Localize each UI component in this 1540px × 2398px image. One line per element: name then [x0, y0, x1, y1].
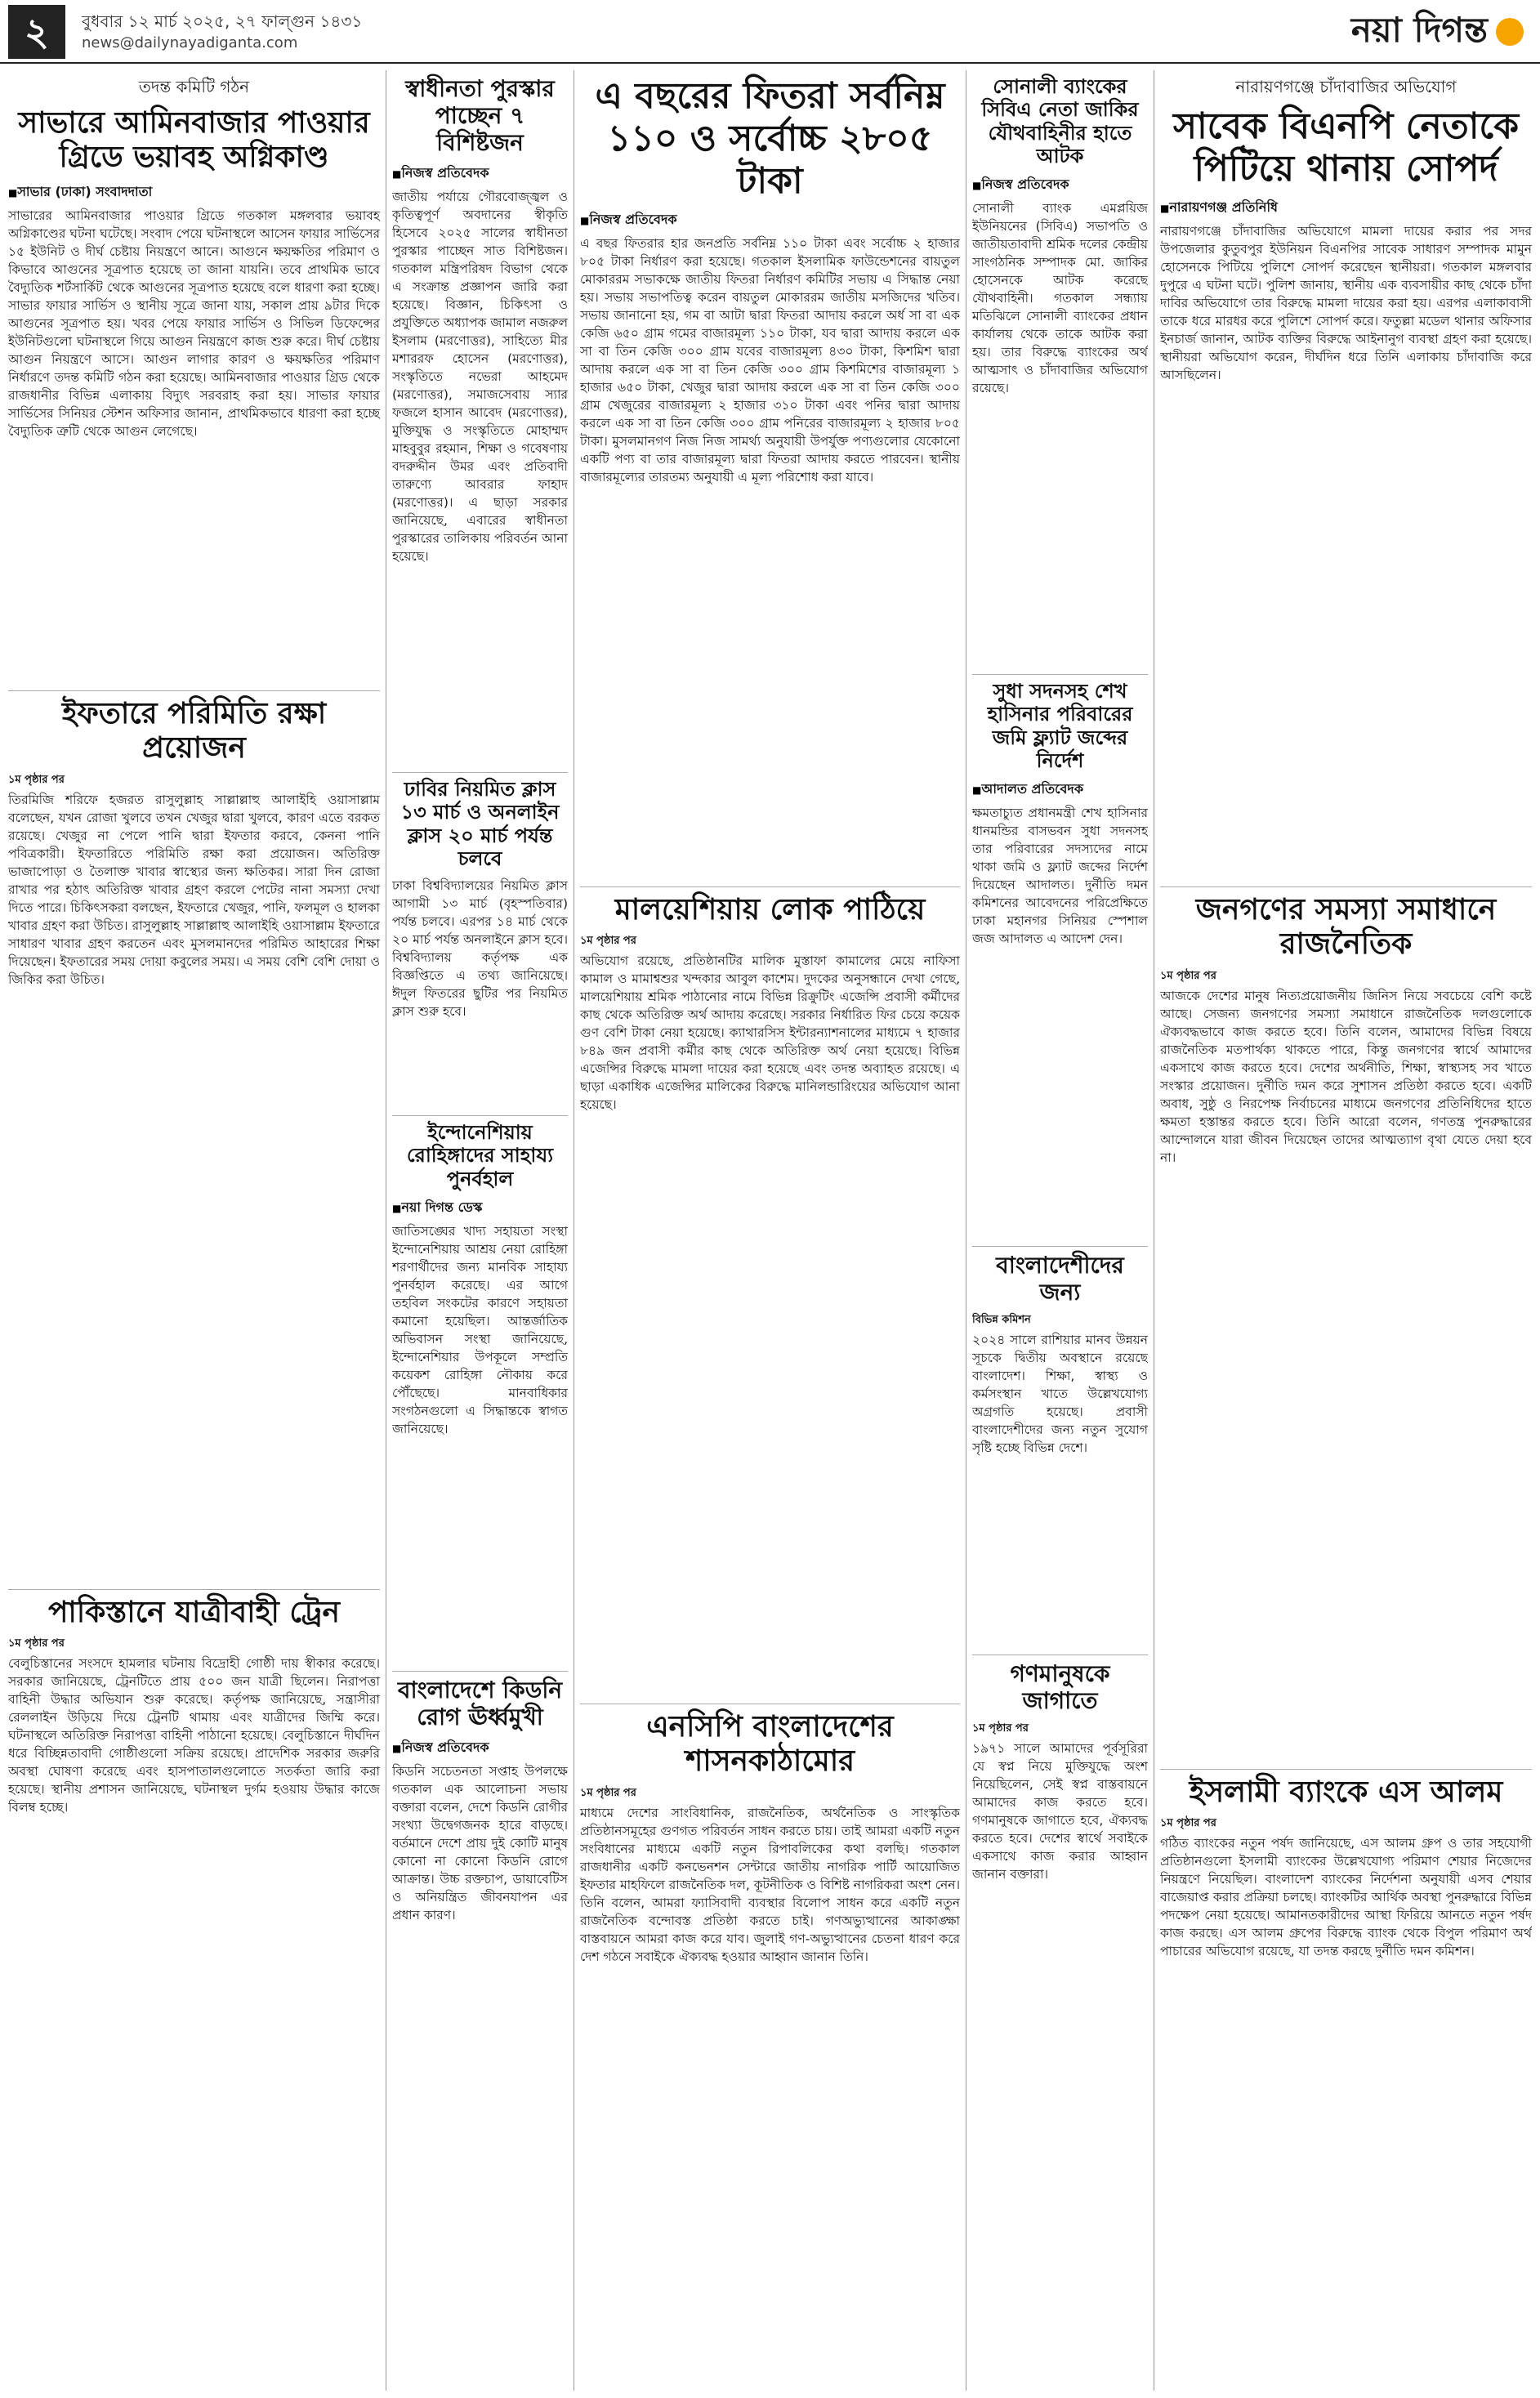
story-people-problems[interactable] [1160, 887, 1532, 1770]
story-body: নারায়ণগঞ্জে চাঁদাবাজির অভিযোগে মামলা দায়ের করার পর সদর উপজেলার কুতুবপুর ইউনিয়ন বিএনপির সাবেক সাধারণ সম্পাদক মামুন হোসেনকে পিটিয়ে পুলিশে সোপর্দ করেছেন স্থানীয়রা। গতকাল মঙ্গলবার দুপুরে এ ঘটনা ঘটে। পুলিশ জানায়, স্থানীয় এক ব্যবসায়ীর কাছ থেকে চাঁদা দাবির অভিযোগে তার বিরুদ্ধে মামলা দায়ের করা হয়। এরপর এলাকাবাসী তাকে ধরে মারধর করে পুলিশে সোপর্দ করে। ফতুল্লা মডেল থানার অফিসার ইনচার্জ জানান, আটক ব্যক্তির বিরুদ্ধে আইনানুগ ব্যবস্থা গ্রহণ করা হয়েছে। স্থানীয়রা অভিযোগ করেন, দীর্ঘদিন ধরে তিনি এলাকায় চাঁদাবাজি করে আসছিলেন। [1160, 223, 1532, 382]
continued-from: ১ম পৃষ্ঠার পর [1160, 1817, 1216, 1830]
story-headline[interactable]: সুধা সদনসহ শেখ হাসিনার পরিবারের জমি ফ্ল্যাট জব্দের নির্দেশ [987, 679, 1133, 772]
story-headline[interactable]: স্বাধীনতা পুরস্কার পাচ্ছেন ৭ বিশিষ্টজন [405, 75, 555, 157]
story-headline[interactable]: এ বছরের ফিতরা সর্বনিম্ন ১১০ ও সর্বোচ্চ ২৮০৫ টাকা [595, 75, 945, 202]
story-headline[interactable]: মালয়েশিয়ায় লোক পাঠিয়ে [614, 892, 926, 927]
masthead [0, 0, 1540, 64]
story-byline: ■ নিজস্ব প্রতিবেদক [392, 163, 568, 185]
column-5 [1160, 70, 1532, 2374]
story-rohingya-indonesia[interactable] [392, 1116, 568, 1672]
story-body: সোনালী ব্যাংক এমপ্লয়িজ ইউনিয়নের (সিবিএ) সভাপতি ও জাতীয়তাবাদী শ্রমিক দলের কেন্দ্রীয় সাংগঠনিক সম্পাদক মো. জাকির হোসেনকে আটক করেছে যৌথবাহিনী। গতকাল সন্ধ্যায় মতিঝিলে সোনালী ব্যাংকের প্রধান কার্যালয় থেকে তাকে আটক করা হয়। তার বিরুদ্ধে ব্যাংকের অর্থ আত্মসাৎ ও চাঁদাবাজির অভিযোগ রয়েছে। [972, 201, 1148, 396]
story-kicker: তদন্ত কমিটি গঠন [138, 77, 250, 96]
story-body: ঢাকা বিশ্ববিদ্যালয়ের নিয়মিত ক্লাস আগামী ১৩ মার্চ (বৃহস্পতিবার) পর্যন্ত চলবে। এরপর ১৪ মার্চ থেকে ২০ মার্চ পর্যন্ত অনলাইনে ক্লাস হবে। বিশ্ববিদ্যালয় কর্তৃপক্ষ এক বিজ্ঞপ্তিতে এ তথ্য জানিয়েছে। ঈদুল ফিতরের ছুটির পর নিয়মিত ক্লাস শুরু হবে। [392, 878, 568, 1020]
story-headline[interactable]: বাংলাদেশীদের জন্য [996, 1252, 1124, 1306]
story-du-class[interactable] [392, 773, 568, 1116]
story-byline: ■ নিজস্ব প্রতিবেদক [392, 1737, 568, 1759]
continued-from: ১ম পৃষ্ঠার পর [580, 935, 636, 948]
story-body: গঠিত ব্যাংকের নতুন পর্ষদ জানিয়েছে, এস আলম গ্রুপ ও তার সহযোগী প্রতিষ্ঠানগুলো ইসলামী ব্যাংকের উল্লেখযোগ্য পরিমাণ শেয়ার নিজেদের নিয়ন্ত্রণে নিয়েছিল। বাংলাদেশ ব্যাংকের নির্দেশনা অনুযায়ী এসব শেয়ার বাজেয়াপ্ত করার প্রক্রিয়া চলছে। ব্যাংকটির আর্থিক অবস্থা পুনরুদ্ধারে বিভিন্ন পদক্ষেপ নেয়া হয়েছে। আমানতকারীদের আস্থা ফিরিয়ে আনতে নতুন পর্ষদ কাজ করছে। এস আলম গ্রুপের বিরুদ্ধে ব্যাংক থেকে বিপুল পরিমাণ অর্থ পাচারের অভিযোগ রয়েছে, যা তদন্ত করছে দুর্নীতি দমন কমিশন। [1160, 1836, 1532, 1959]
logo-text: নয়া দিগন্ত [1350, 9, 1488, 50]
story-headline[interactable]: পাকিস্তানে যাত্রীবাহী ট্রেন [48, 1595, 340, 1629]
story-body: মাধ্যমে দেশের সাংবিধানিক, রাজনৈতিক, অর্থনৈতিক ও সাংস্কৃতিক প্রতিষ্ঠানসমূহের গুণগত পরিবর্তন সাধন করতে চায়। তাই আমরা একটি নতুন সংবিধানের মাধ্যমে একটি নতুন রিপাবলিকের কথা বলছি। গতকাল রাজধানীর একটি কনভেনশন সেন্টারে জাতীয় নাগরিক পার্টি আয়োজিত ইফতার মাহফিলে রাজনৈতিক দল, কূটনীতিক ও বিশিষ্ট নাগরিকরা অংশ নেন। তিনি বলেন, আমরা ফ্যাসিবাদী ব্যবস্থার বিলোপ সাধন করে একটি নতুন রাজনৈতিক বন্দোবস্ত প্রতিষ্ঠা করতে চাই। গণঅভ্যুত্থানের আকাঙ্ক্ষা বাস্তবায়নে আমরা কাজ করে যাব। জুলাই গণ-অভ্যুত্থানের চেতনা ধারণ করে দেশ গঠনে সবাইকে ঐক্যবদ্ধ হওয়ার আহ্বান জানান তিনি। [580, 1805, 960, 1964]
story-islami-bank[interactable] [1160, 1770, 1532, 2374]
page-number: ২ [8, 5, 65, 59]
story-ncp[interactable] [580, 1704, 960, 2374]
story-body: আজকে দেশের মানুষ নিত্যপ্রয়োজনীয় জিনিস নিয়ে সবচেয়ে বেশি কষ্টে আছে। সেজন্য জনগণের সমস্যা সমাধানে রাজনৈতিক দলগুলোকে ঐক্যবদ্ধভাবে কাজ করতে হবে। তিনি বলেন, আমাদের বিভিন্ন বিষয়ে রাজনৈতিক মতপার্থক্য থাকতে পারে, কিন্তু জনগণের স্বার্থে আমাদের একসাথে কাজ করতে হবে। দেশের অর্থনীতি, শিক্ষা, স্বাস্থ্যসহ সব খাতে সংস্কার প্রয়োজন। দুর্নীতি দমন করে সুশাসন প্রতিষ্ঠা করতে হবে। একটি অবাধ, সুষ্ঠু ও নিরপেক্ষ নির্বাচনের মাধ্যমে জনগণের প্রতিনিধিদের হাতে ক্ষমতা হস্তান্তর করতে হবে। তিনি আরো বলেন, গণতন্ত্র পুনরুদ্ধারের আন্দোলনে যারা জীবন দিয়েছেন তাদের আত্মত্যাগ বৃথা যেতে দেয়া হবে না। [1160, 988, 1532, 1165]
story-kidney-disease[interactable] [392, 1672, 568, 2374]
story-independence-award[interactable] [392, 70, 568, 773]
story-body: অভিযোগ রয়েছে, প্রতিষ্ঠানটির মালিক মুস্তাফা কামালের মেয়ে নাফিসা কামাল ও মামাশ্বশুর খন্দকার আবুল কাশেম। দুদকের অনুসন্ধানে দেখা গেছে, মালয়েশিয়ায় শ্রমিক পাঠানোর নামে বিভিন্ন রিক্রুটিং এজেন্সি প্রবাসী কর্মীদের কাছ থেকে অতিরিক্ত অর্থ আদায় করেছে। সরকার নির্ধারিত ফির চেয়ে কয়েক গুণ বেশি টাকা নেয়া হয়েছে। ক্যাথারসিস ইন্টারন্যাশনালের মাধ্যমে ৭ হাজার ৮৪৯ জন প্রবাসী কর্মীর কাছ থেকে অতিরিক্ত অর্থ নেয়া হয়েছে। বিভিন্ন এজেন্সির বিরুদ্ধে মামলা দায়ের করা হয়েছে এবং তদন্ত অব্যাহত রয়েছে। এ ছাড়া একাধিক এজেন্সির মালিকের বিরুদ্ধে মানিলন্ডারিংয়ের অভিযোগ আনা হয়েছে। [580, 953, 960, 1113]
story-headline[interactable]: ঢাবির নিয়মিত ক্লাস ১৩ মার্চ ও অনলাইন ক্লাস ২০ মার্চ পর্যন্ত চলবে [400, 777, 560, 870]
story-narayanganj[interactable] [1160, 70, 1532, 887]
story-headline[interactable]: জনগণের সমস্যা সমাধানে রাজনৈতিক [1195, 892, 1497, 962]
continued-from: ১ম পৃষ্ঠার পর [8, 1637, 65, 1650]
story-headline[interactable]: ইসলামী ব্যাংকে এস আলম [1189, 1775, 1503, 1809]
column-2 [392, 70, 568, 2374]
story-sudha-sadan[interactable] [972, 675, 1148, 1247]
story-headline[interactable]: এনসিপি বাংলাদেশের শাসনকাঠামোর [646, 1709, 894, 1779]
story-kicker: নারায়ণগঞ্জে চাঁদাবাজির অভিযোগ [1235, 77, 1457, 96]
story-people-awaken[interactable] [972, 1655, 1148, 2374]
story-bangladeshi[interactable] [972, 1247, 1148, 1655]
story-sonali-bank[interactable] [972, 70, 1148, 675]
story-headline[interactable]: সোনালী ব্যাংকের সিবিএ নেতা জাকির যৌথবাহিনীর হাতে আটক [981, 74, 1139, 167]
story-headline[interactable]: ইন্দোনেশিয়ায় রোহিঙ্গাদের সাহায্য পুনর্বহাল [406, 1120, 554, 1190]
continued-from: ১ম পৃষ্ঠার পর [972, 1722, 1029, 1735]
story-body: এ বছর ফিতরার হার জনপ্রতি সর্বনিম্ন ১১০ টাকা এবং সর্বোচ্চ ২ হাজার ৮০৫ টাকা নির্ধারণ করা হয়েছে। গতকাল ইসলামিক ফাউন্ডেশনের বায়তুল মোকাররম সভাকক্ষে জাতীয় ফিতরা নির্ধারণ কমিটির সভায় এ সিদ্ধান্ত নেয়া হয়। সভায় সভাপতিত্ব করেন বায়তুল মোকাররম জাতীয় মসজিদের খতিব। সভায় জানানো হয়, গম বা আটা দ্বারা ফিতরা আদায় করলে অর্ধ সা বা এক কেজি ৬৫০ গ্রাম গমের বাজারমূল্য ১১০ টাকা, যব দ্বারা আদায় করলে এক সা বা তিন কেজি ৩০০ গ্রাম যবের বাজারমূল্য ৪৩০ টাকা, কিশমিশ দ্বারা আদায় করলে এক সা বা তিন কেজি ৩০০ গ্রাম কিশমিশের বাজারমূল্য ১ হাজার ৬৫০ টাকা, খেজুর দ্বারা আদায় করলে এক সা বা তিন কেজি ৩০০ গ্রাম খেজুরের বাজারমূল্য ২ হাজার ৩১০ টাকা এবং পনির দ্বারা আদায় করলে এক সা বা তিন কেজি ৩০০ গ্রাম পনিরের বাজারমূল্য ২ হাজার ৮০৫ টাকা। মুসলমানগণ নিজ নিজ সামর্থ্য অনুযায়ী উপর্যুক্ত পণ্যগুলোর যেকোনো একটি পণ্য বা তার বাজারমূল্য দ্বারা ফিতরা আদায় করতে পারবেন। স্থানীয় বাজারমূল্যের তারতম্য অনুযায়ী এ মূল্য পরিশোধ করা যাবে। [580, 235, 960, 485]
story-body: সাভারের আমিনবাজার পাওয়ার গ্রিডে গতকাল মঙ্গলবার ভয়াবহ অগ্নিকাণ্ডের ঘটনা ঘটেছে। সংবাদ পেয়ে ঘটনাস্থলে আসেন ফায়ার সার্ভিসের ১৫ ইউনিট ও দীর্ঘ চেষ্টায় নিয়ন্ত্রণে আনে। আগুনে ক্ষয়ক্ষতির পরিমাণ ও কিভাবে আগুনের সূত্রপাত হয়েছে তা জানা যায়নি। তবে প্রাথমিক ভাবে বৈদ্যুতিক শর্টসার্কিট থেকে আগুনের সূত্রপাত হয়েছে বলে ধারণা করা হচ্ছে। সাভার ফায়ার সার্ভিস ও স্থানীয় সূত্রে জানা যায়, সকাল প্রায় ৯টার দিকে আগুনের সূত্রপাত হয়। খবর পেয়ে ফায়ার সার্ভিস ও সিভিল ডিফেন্সের ইউনিটগুলো ঘটনাস্থলে গিয়ে আগুন নিয়ন্ত্রণে কাজ শুরু করে। দীর্ঘ চেষ্টায় আগুন নিয়ন্ত্রণে আসে। আগুন লাগার কারণ ও ক্ষয়ক্ষতির পরিমাণ নির্ধারণে তদন্ত কমিটি গঠন করা হয়েছে। আমিনবাজার পাওয়ার গ্রিড থেকে রাজধানীর বিভিন্ন এলাকায় বিদ্যুৎ সরবরাহ করা হয়। সাভার ফায়ার সার্ভিসের সিনিয়র স্টেশন অফিসার জানান, প্রাথমিকভাবে ধারণা করা হচ্ছে বৈদ্যুতিক ত্রুটি থেকে আগুন লেগেছে। [8, 208, 380, 439]
story-body: ২০২৪ সালে রাশিয়ার মানব উন্নয়ন সূচকে দ্বিতীয় অবস্থানে রয়েছে বাংলাদেশ। শিক্ষা, স্বাস্থ্য ও কর্মসংস্থান খাতে উল্লেখযোগ্য অগ্রগতি হয়েছে। প্রবাসী বাংলাদেশীদের জন্য নতুন সুযোগ সৃষ্টি হচ্ছে বিভিন্ন দেশে। [972, 1333, 1148, 1456]
story-byline: ■ আদালত প্রতিবেদক [972, 779, 1148, 801]
story-savar-fire[interactable] [8, 70, 380, 691]
column-4 [972, 70, 1148, 2374]
story-body: কিডনি সচেতনতা সপ্তাহ উপলক্ষে গতকাল এক আলোচনা সভায় বক্তারা বলেন, দেশে কিডনি রোগীর সংখ্যা উদ্বেগজনক হারে বাড়ছে। বর্তমানে দেশে প্রায় দুই কোটি মানুষ কোনো না কোনো কিডনি রোগে আক্রান্ত। উচ্চ রক্তচাপ, ডায়াবেটিস ও অনিয়ন্ত্রিত জীবনযাপন এর প্রধান কারণ। [392, 1764, 568, 1923]
story-byline: ■ নয়া দিগন্ত ডেস্ক [392, 1197, 568, 1219]
story-body: বেলুচিস্তানের সংসদে হামলার ঘটনায় বিদ্রোহী গোষ্ঠী দায় স্বীকার করেছে। সরকার জানিয়েছে, ট্রেনটিতে প্রায় ৫০০ জন যাত্রী ছিলেন। নিরাপত্তা বাহিনী উদ্ধার অভিযান শুরু করেছে। কর্তৃপক্ষ জানিয়েছে, সন্ত্রাসীরা রেললাইন উড়িয়ে দিয়ে ট্রেনটি থামায় এবং যাত্রীদের জিম্মি করে। ঘটনাস্থলে অতিরিক্ত নিরাপত্তা বাহিনী পাঠানো হয়েছে। বেলুচিস্তানে দীর্ঘদিন ধরে বিচ্ছিন্নতাবাদী গোষ্ঠীগুলো সক্রিয় রয়েছে। প্রাদেশিক সরকার জরুরি অবস্থা ঘোষণা করেছে এবং হাসপাতালগুলোতে সতর্কতা জারি করা হয়েছে। স্থানীয় প্রশাসন জানিয়েছে, ঘটনাস্থল দুর্গম হওয়ায় উদ্ধার কাজে বিলম্ব হচ্ছে। [8, 1656, 380, 1815]
story-malaysia[interactable] [580, 887, 960, 1704]
story-byline: ■ সাভার (ঢাকা) সংবাদদাতা [8, 181, 380, 203]
story-pakistan-train[interactable] [8, 1590, 380, 2374]
story-headline[interactable]: সাভারে আমিনবাজার পাওয়ার গ্রিডে ভয়াবহ অগ্নিকাণ্ড [18, 105, 370, 175]
continued-from: ১ম পৃষ্ঠার পর [1160, 969, 1216, 982]
sun-icon [1496, 18, 1524, 46]
story-byline: ■ নারায়ণগঞ্জ প্রতিনিধি [1160, 197, 1532, 219]
story-body: জাতিসঙ্ঘের খাদ্য সহায়তা সংস্থা ইন্দোনেশিয়ায় আশ্রয় নেয়া রোহিঙ্গা শরণার্থীদের জন্য মানবিক সাহায্য পুনর্বহাল করেছে। এর আগে তহবিল সংকটের কারণে সহায়তা কমানো হয়েছিল। আন্তর্জাতিক অভিবাসন সংস্থা জানিয়েছে, ইন্দোনেশিয়ার উপকূলে সম্প্রতি কয়েকশ রোহিঙ্গা নৌকায় করে পৌঁছেছে। মানবাধিকার সংগঠনগুলো এ সিদ্ধান্তকে স্বাগত জানিয়েছে। [392, 1223, 568, 1436]
column-1 [8, 70, 380, 2374]
column-3 [580, 70, 960, 2374]
continued-from: ১ম পৃষ্ঠার পর [580, 1786, 636, 1799]
website-email[interactable]: news@dailynayadiganta.com [82, 34, 298, 51]
story-body: ক্ষমতাচ্যুত প্রধানমন্ত্রী শেখ হাসিনার ধানমন্ডির বাসভবন সুধা সদনসহ তার পরিবারের সদস্যদের নামে থাকা জমি ও ফ্ল্যাট জব্দের নির্দেশ দিয়েছেন আদালত। দুর্নীতি দমন কমিশনের আবেদনের পরিপ্রেক্ষিতে ঢাকা মহানগর সিনিয়র স্পেশাল জজ আদালত এ আদেশ দেন। [972, 806, 1148, 947]
story-byline: ■ নিজস্ব প্রতিবেদক [580, 209, 960, 231]
story-headline[interactable]: বাংলাদেশে কিডনি রোগ ঊর্ধ্বমুখী [397, 1677, 563, 1731]
story-headline[interactable]: সাবেক বিএনপি নেতাকে পিটিয়ে থানায় সোপর্দ [1172, 105, 1520, 190]
story-iftar[interactable] [8, 691, 380, 1590]
story-body: জাতীয় পর্যায়ে গৌরবোজ্জ্বল ও কৃতিত্বপূর্ণ অবদানের স্বীকৃতি হিসেবে ২০২৫ সালের স্বাধীনতা পুরস্কার পাচ্ছেন সাত বিশিষ্টজন। গতকাল মন্ত্রিপরিষদ বিভাগ থেকে এ সংক্রান্ত প্রজ্ঞাপন জারি করা হয়েছে। বিজ্ঞান, চিকিৎসা ও প্রযুক্তিতে অধ্যাপক জামাল নজরুল ইসলাম (মরণোত্তর), সাহিত্যে মীর মশাররফ হোসেন (মরণোত্তর), সংস্কৃতিতে নভেরা আহমেদ (মরণোত্তর), সমাজসেবায় স্যার ফজলে হাসান আবেদ (মরণোত্তর), মুক্তিযুদ্ধ ও সংস্কৃতিতে মোহাম্মদ মাহবুবুর রহমান, শিক্ষা ও গবেষণায় বদরুদ্দীন উমর এবং প্রতিবাদী তারুণ্যে আবরার ফাহাদ (মরণোত্তর)। এ ছাড়া সরকার জানিয়েছে, এবারের স্বাধীনতা পুরস্কারের তালিকায় পরিবর্তন আনা হয়েছে। [392, 190, 568, 565]
continued-from: বিভিন্ন কমিশন [972, 1314, 1031, 1327]
newspaper-logo [1351, 5, 1524, 59]
story-headline[interactable]: ইফতারে পরিমিতি রক্ষা প্রয়োজন [61, 696, 327, 766]
issue-date: বুধবার ১২ মার্চ ২০২৫, ২৭ ফাল্গুন ১৪৩১ [82, 11, 363, 31]
continued-from: ১ম পৃষ্ঠার পর [8, 773, 65, 786]
story-body: তিরমিজি শরিফে হজরত রাসুলুল্লাহ সাল্লাল্লাহু আলাইহি ওয়াসাল্লাম বলেছেন, যখন রোজা খুলবে তখন খেজুর দ্বারা খুলবে, কারণ এতে বরকত রয়েছে। খেজুর না পেলে পানি দ্বারা ইফতার করবে, কেননা পানি পবিত্রকারী। ইফতারিতে পরিমিতি রক্ষা করা প্রয়োজন। অতিরিক্ত ভাজাপোড়া ও তৈলাক্ত খাবার স্বাস্থ্যের জন্য ক্ষতিকর। সারা দিন রোজা রাখার পর হঠাৎ অতিরিক্ত খাবার গ্রহণ করলে পেটের নানা সমস্যা দেখা দিতে পারে। চিকিৎসকরা বলছেন, ইফতারে খেজুর, পানি, ফলমূল ও হালকা খাবার গ্রহণ করা উচিত। রাসুলুল্লাহ সাল্লাল্লাহু আলাইহি ওয়াসাল্লাম ইফতারে সাধারণ খাবার গ্রহণ করতেন এবং মুসলমানদের পরিমিত আহারের শিক্ষা দিয়েছেন। ইফতারের সময় দোয়া কবুলের সময়। এ সময় বেশি বেশি দোয়া ও জিকির করা উচিত। [8, 792, 380, 987]
story-body: ১৯৭১ সালে আমাদের পূর্বসূরিরা যে স্বপ্ন নিয়ে মুক্তিযুদ্ধে অংশ নিয়েছিলেন, সেই স্বপ্ন বাস্তবায়নে আমাদের কাজ করতে হবে। গণমানুষকে জাগাতে হবে, ঐক্যবদ্ধ করতে হবে। দেশের স্বার্থে সবাইকে একসাথে কাজ করার আহ্বান জানান বক্তারা। [972, 1741, 1148, 1882]
story-byline: ■ নিজস্ব প্রতিবেদক [972, 174, 1148, 196]
story-headline[interactable]: গণমানুষকে জাগাতে [1010, 1660, 1110, 1715]
story-fitra[interactable] [580, 70, 960, 887]
